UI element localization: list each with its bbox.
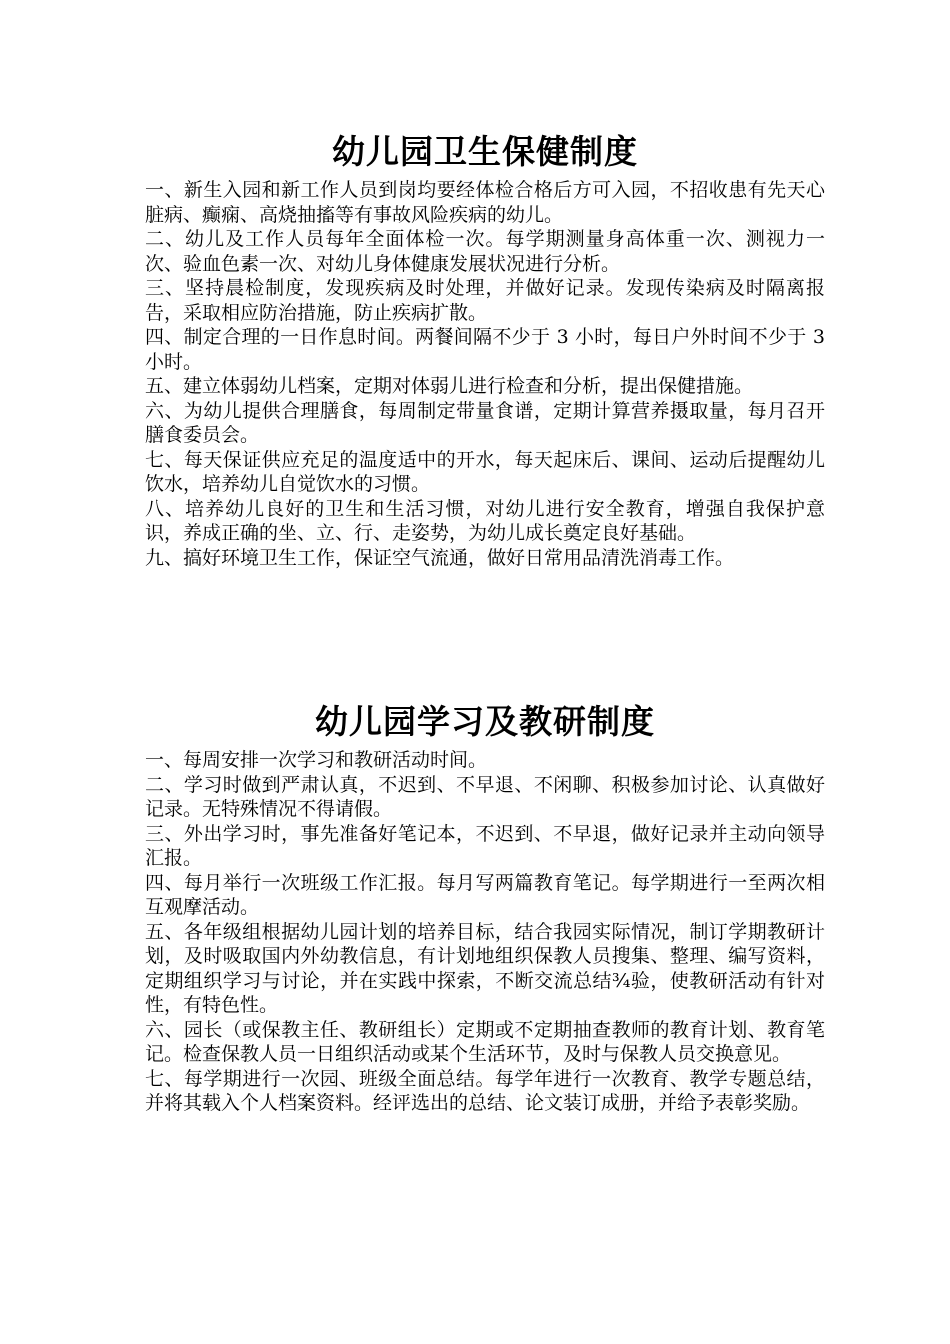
paragraph: 一、每周安排一次学习和教研活动时间。 xyxy=(145,749,488,771)
paragraph: 七、每学期进行一次园、班级全面总结。每学年进行一次教育、教学专题总结，并将其载入个人档案资料。经评选出的总结、论文装订成册，并给予表彰奖励。 xyxy=(145,1067,825,1114)
paragraph: 五、建立体弱幼儿档案，定期对体弱儿进行检查和分析，提出保健措施。 xyxy=(145,375,754,397)
section-title: 幼儿园学习及教研制度 xyxy=(315,702,655,741)
section-health-care xyxy=(145,130,825,570)
paragraph: 七、每天保证供应充足的温度适中的开水，每天起床后、课间、运动后提醒幼儿饮水，培养幼儿自觉饮水的习惯。 xyxy=(145,448,825,495)
paragraph: 二、幼儿及工作人员每年全面体检一次。每学期测量身高体重一次、测视力一次、验血色素一次、对幼儿身体健康发展状况进行分析。 xyxy=(145,228,825,275)
section-study-research xyxy=(145,700,825,1116)
paragraph: 三、外出学习时，事先准备好笔记本，不迟到、不早退，做好记录并主动向领导汇报。 xyxy=(145,822,825,869)
paragraph: 八、培养幼儿良好的卫生和生活习惯，对幼儿进行安全教育，增强自我保护意识，养成正确的坐、立、行、走姿势，为幼儿成长奠定良好基础。 xyxy=(145,497,825,544)
paragraph: 四、制定合理的一日作息时间。两餐间隔不少于 3 小时，每日户外时间不少于 3 小时。 xyxy=(145,326,825,373)
paragraph: 六、园长（或保教主任、教研组长）定期或不定期抽查教师的教育计划、教育笔记。检查保教人员一日组织活动或某个生活环节，及时与保教人员交换意见。 xyxy=(145,1018,825,1065)
paragraph: 三、坚持晨检制度，发现疾病及时处理，并做好记录。发现传染病及时隔离报告，采取相应防治措施，防止疾病扩散。 xyxy=(145,277,825,324)
paragraph: 四、每月举行一次班级工作汇报。每月写两篇教育笔记。每学期进行一至两次相互观摩活动。 xyxy=(145,871,825,918)
section-title: 幼儿园卫生保健制度 xyxy=(332,132,638,171)
paragraph: 二、学习时做到严肃认真，不迟到、不早退、不闲聊、积极参加讨论、认真做好记录。无特殊情况不得请假。 xyxy=(145,773,825,820)
paragraph: 一、新生入园和新工作人员到岗均要经体检合格后方可入园，不招收患有先天心脏病、癫痫、高烧抽搐等有事故风险疾病的幼儿。 xyxy=(145,179,825,226)
paragraph: 五、各年级组根据幼儿园计划的培养目标，结合我园实际情况，制订学期教研计划，及时吸取国内外幼教信息，有计划地组织保教人员搜集、整理、编写资料，定期组织学习与讨论，并在实践中探索，不断交流总结¾验，使教研活动有针对性，有特色性。 xyxy=(145,920,825,1016)
paragraph: 九、搞好环境卫生工作，保证空气流通，做好日常用品清洗消毒工作。 xyxy=(145,546,735,569)
paragraph: 六、为幼儿提供合理膳食，每周制定带量食谱，定期计算营养摄取量，每月召开膳食委员会。 xyxy=(145,399,825,446)
